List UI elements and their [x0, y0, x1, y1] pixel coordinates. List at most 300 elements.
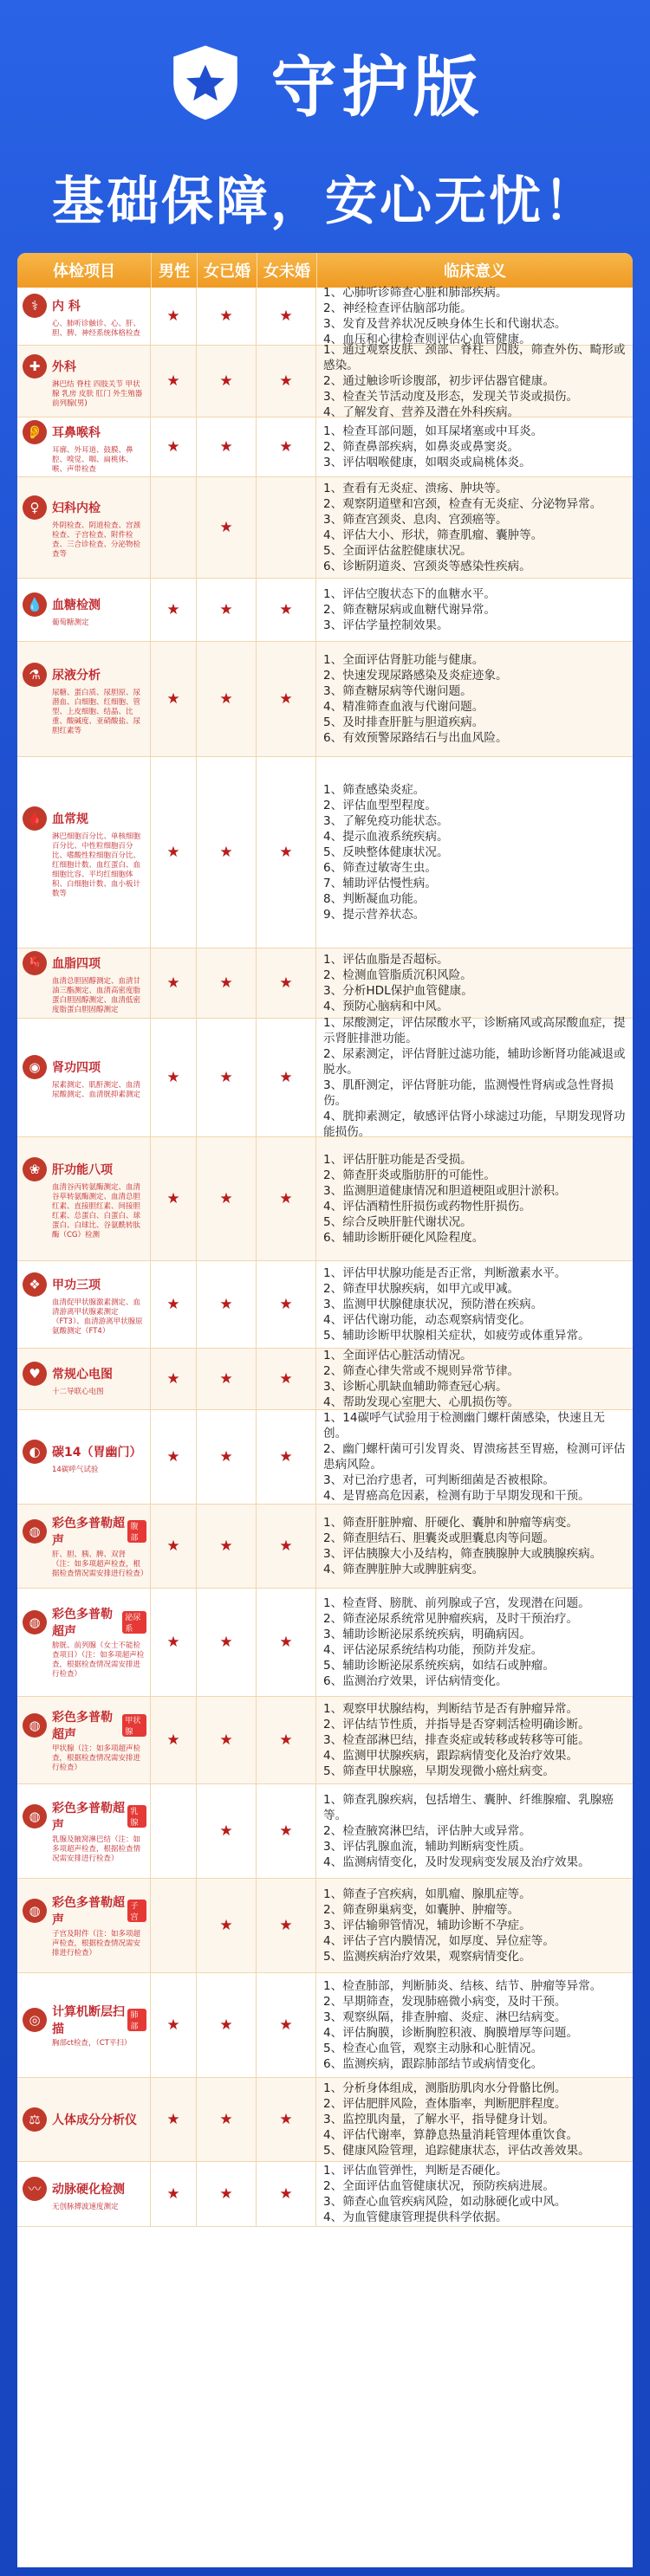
meaning-line: 1、14碳呼气试验用于检测幽门螺杆菌感染，快速且无创。	[323, 1411, 606, 1440]
meaning-line: 2、幽门螺杆菌可引发胃炎、胃溃疡甚至胃癌，检测可评估患病风险。	[323, 1442, 626, 1472]
ultrasound-uterus-icon: ◍	[23, 1899, 47, 1923]
item-name: 尿液分析	[52, 668, 101, 683]
married-female-cell	[197, 642, 257, 756]
item-name-line	[23, 1799, 146, 1834]
meaning-line: 3、评估乳腺血流，辅助判断病变性质。	[323, 1840, 531, 1854]
item-desc: 血清促甲状腺激素测定、血清游离甲状腺素测定（FT3）、血清游离甲状腺原氨酸测定（FT4）	[52, 1298, 143, 1336]
meaning-cell	[316, 1349, 633, 1409]
meaning-line: 3、监测甲状腺健康状况，预防潜在疾病。	[323, 1298, 543, 1311]
male-mark: ★	[166, 1190, 180, 1207]
meaning-line: 8、判断凝血功能。	[323, 892, 426, 906]
item-cell	[17, 1137, 151, 1260]
meaning-line: 2、筛查心律失常或不规则异常节律。	[323, 1364, 520, 1378]
meaning-cell	[316, 2162, 633, 2226]
married-female-cell	[197, 757, 257, 948]
meaning-line: 5、及时排查肝脏与胆道疾病。	[323, 715, 484, 729]
meaning-line: 4、胱抑素测定，敏感评估肾小球滤过功能，早期发现肾功能损伤。	[323, 1110, 626, 1139]
item-name-line	[23, 1362, 113, 1386]
male-mark: ★	[166, 601, 180, 618]
unmarried-female-mark: ★	[279, 1370, 293, 1388]
item-cell	[17, 579, 151, 641]
thyroid-icon: ❖	[23, 1272, 47, 1297]
meaning-line: 5、反映整体健康状况。	[323, 845, 449, 859]
item-name-line	[23, 2177, 125, 2201]
item-cell	[17, 1261, 151, 1348]
table-row	[17, 1349, 633, 1410]
item-name-line	[23, 420, 101, 444]
male-cell	[151, 477, 197, 578]
item-name-line	[23, 495, 101, 520]
blood-sugar-icon: 💧	[23, 592, 47, 617]
meaning-line: 1、检查肾、膀胱、前列腺或子宫，发现潜在问题。	[323, 1596, 590, 1610]
surgeon-icon: ✚	[23, 354, 47, 379]
unmarried-female-cell	[257, 477, 316, 578]
meaning-line: 4、评估代谢率，算静息热量消耗管理体重饮食。	[323, 2128, 579, 2142]
item-name-line	[23, 1605, 146, 1640]
meaning-line: 1、检查肺部，判断肺炎、结核、结节、肿瘤等异常。	[323, 1979, 602, 1993]
married-female-mark: ★	[219, 1296, 233, 1313]
meaning-line: 2、筛查泌尿系统常见肿瘤疾病，及时干预治疗。	[323, 1612, 579, 1626]
married-female-mark: ★	[219, 1190, 233, 1207]
meaning-line: 1、评估甲状腺功能是否正常，判断激素水平。	[323, 1266, 567, 1280]
unmarried-female-mark: ★	[279, 307, 293, 325]
urine-icon: ⚗	[23, 663, 47, 687]
ent-icon: 👂	[23, 420, 47, 444]
meaning-cell	[316, 1697, 633, 1783]
item-desc: 膀胱、前列腺（女士不能检查项目）（注：如多项超声检查，根据检查情况需安排进行检查）	[52, 1641, 145, 1679]
meaning-cell	[316, 1505, 633, 1588]
item-name: 彩色多普勒超声	[52, 1516, 125, 1548]
male-mark: ★	[166, 372, 180, 390]
shield-star-icon	[166, 42, 245, 122]
male-cell	[151, 1879, 197, 1972]
item-desc: 淋巴细胞百分比、单核细胞百分比、中性粒细胞百分比、嗜酸性粒细胞百分比、红细胞计数、血红蛋白、血细胞比容、平均红细胞体积、白细胞计数、血小板计数等	[52, 832, 141, 898]
table-row	[17, 417, 633, 477]
item-cell	[17, 477, 151, 578]
male-mark: ★	[166, 1370, 180, 1388]
item-desc: 尿糖、蛋白质、尿胆原、尿潜血、白细胞、红细胞、管型、上皮细胞、结晶、比重、酸碱度、亚硝酸盐、尿胆红素等	[52, 688, 141, 735]
col-item: 体检项目	[17, 253, 152, 288]
married-female-cell	[197, 1784, 257, 1878]
item-desc: 血清谷丙转氨酶测定、血清谷草转氨酶测定、血清总胆红素、直接胆红素、间接胆红素、总蛋白、白蛋白、球蛋白、白球比、谷氨酰转肽酶（CG）检测	[52, 1183, 141, 1239]
meaning-line: 2、快速发现尿路感染及炎症迹象。	[323, 669, 508, 683]
married-female-cell	[197, 1879, 257, 1972]
item-name: 妇科内检	[52, 502, 101, 515]
married-female-mark: ★	[219, 601, 233, 618]
male-cell	[151, 288, 197, 345]
item-cell	[17, 288, 151, 345]
liver-icon: ❀	[23, 1157, 47, 1181]
item-name: 肾功四项	[52, 1061, 101, 1075]
item-name: 常规心电图	[52, 1367, 113, 1382]
table-row	[17, 948, 633, 1019]
item-cell	[17, 642, 151, 756]
married-female-cell	[197, 579, 257, 641]
unmarried-female-cell	[257, 417, 316, 476]
meaning-line: 5、筛查甲状腺癌，早期发现微小癌灶病变。	[323, 1764, 555, 1778]
meaning-line: 4、是胃癌高危因素，检测有助于早期发现和干预。	[323, 1489, 590, 1503]
meaning-line: 1、全面评估心脏活动情况。	[323, 1349, 472, 1362]
meaning-line: 3、肌酐测定，评估肾脏功能，监测慢性肾病或急性肾损伤。	[323, 1078, 614, 1108]
meaning-line: 4、血压和心律检查则评估心血管健康。	[323, 333, 531, 346]
meaning-line: 7、辅助评估慢性病。	[323, 877, 437, 890]
meaning-line: 4、监测病情变化，及时发现病变发展及治疗效果。	[323, 1855, 590, 1869]
male-mark: ★	[166, 438, 180, 456]
item-tag: 泌尿系	[122, 1611, 146, 1634]
item-cell	[17, 1784, 151, 1878]
married-female-mark: ★	[219, 372, 233, 390]
item-tag: 乳腺	[127, 1805, 146, 1828]
unmarried-female-cell	[257, 642, 316, 756]
married-female-mark: ★	[219, 1634, 233, 1651]
item-name-line	[23, 663, 101, 687]
unmarried-female-mark: ★	[279, 438, 293, 456]
ultrasound-urinary-icon: ◍	[23, 1610, 47, 1634]
table-row	[17, 642, 633, 757]
meaning-line: 3、观察纵隔，排查肿瘤、炎症、淋巴结病变。	[323, 2010, 567, 2024]
meaning-line: 4、监测甲状腺疾病，跟踪病情变化及治疗效果。	[323, 1749, 579, 1763]
item-name-line	[23, 592, 101, 617]
table-row	[17, 1784, 633, 1879]
meaning-line: 1、筛查肝脏肿瘤、肝硬化、囊肿和肿瘤等病变。	[323, 1516, 579, 1530]
unmarried-female-cell	[257, 2162, 316, 2226]
unmarried-female-cell	[257, 1349, 316, 1409]
unmarried-female-cell	[257, 1697, 316, 1783]
item-desc: 无创脉搏波速度测定	[52, 2202, 119, 2211]
meaning-line: 2、尿素测定，评估肾脏过滤功能，辅助诊断肾功能减退或脱水。	[323, 1047, 626, 1077]
meaning-line: 1、评估血脂是否超标。	[323, 953, 449, 967]
male-mark: ★	[166, 844, 180, 861]
header	[0, 0, 650, 251]
item-name: 血糖检测	[52, 598, 101, 612]
married-female-mark: ★	[219, 844, 233, 861]
item-tag: 子宫	[127, 1900, 146, 1922]
meaning-line: 1、评估空腹状态下的血糖水平。	[323, 587, 496, 601]
item-cell	[17, 2162, 151, 2226]
meaning-line: 1、分析身体组成，测脂肪肌肉水分骨骼比例。	[323, 2081, 567, 2095]
meaning-line: 1、观察甲状腺结构，判断结节是否有肿瘤异常。	[323, 1702, 579, 1716]
item-name-line	[23, 806, 88, 831]
married-female-cell	[197, 1019, 257, 1136]
item-name: 碳14（胃幽门）	[52, 1445, 142, 1460]
item-name-line	[23, 1272, 101, 1297]
meaning-line: 3、对已治疗患者，可判断细菌是否被根除。	[323, 1473, 555, 1487]
meaning-line: 3、发育及营养状况反映身体生长和代谢状态。	[323, 317, 567, 331]
item-name-line	[23, 951, 101, 975]
meaning-cell	[316, 1410, 633, 1504]
item-name: 动脉硬化检测	[52, 2182, 125, 2197]
meaning-line: 3、监测胆道健康情况和胆道梗阻或胆汁淤积。	[323, 1184, 567, 1198]
meaning-line: 3、评估咽喉健康，如咽炎或扁桃体炎。	[323, 456, 531, 469]
married-female-cell	[197, 1261, 257, 1348]
male-cell	[151, 1973, 197, 2077]
meaning-line: 4、筛查脾脏肿大或脾脏病变。	[323, 1563, 484, 1576]
unmarried-female-cell	[257, 1879, 316, 1972]
table-row	[17, 2162, 633, 2227]
unmarried-female-cell	[257, 1137, 316, 1260]
meaning-cell	[316, 1261, 633, 1348]
meaning-line: 6、监测治疗效果，评估病情变化。	[323, 1674, 508, 1688]
meaning-line: 4、精准筛查血液与代谢问题。	[323, 700, 484, 714]
item-name: 彩色多普勒超声	[52, 1895, 125, 1927]
blood-icon: 🩸	[23, 806, 47, 831]
item-desc: 14碳呼气试验	[52, 1465, 99, 1474]
unmarried-female-cell	[257, 757, 316, 948]
married-female-cell	[197, 1589, 257, 1696]
item-name-line	[23, 2003, 146, 2037]
meaning-line: 3、分析HDL保护血管健康。	[323, 984, 473, 998]
meaning-line: 3、检查关节活动度及形态，发现关节炎或损伤。	[323, 390, 579, 404]
item-name-line	[23, 2107, 137, 2132]
ecg-icon: ♥	[23, 1362, 47, 1386]
table-row	[17, 579, 633, 642]
meaning-line: 4、评估代谢功能，动态观察病情变化。	[323, 1313, 531, 1327]
male-mark: ★	[166, 1731, 180, 1749]
male-mark: ★	[166, 2185, 180, 2203]
meaning-line: 5、监测疾病治疗效果，观察病情变化。	[323, 1950, 531, 1964]
married-female-cell	[197, 1349, 257, 1409]
col-male: 男性	[152, 253, 198, 288]
unmarried-female-mark: ★	[279, 1822, 293, 1840]
male-cell	[151, 346, 197, 417]
unmarried-female-cell	[257, 288, 316, 345]
item-desc: 血清总胆固醇测定、血清甘油三酯测定、血清高密度脂蛋白胆固醇测定、血清低密度脂蛋白胆固醇测定	[52, 977, 141, 1014]
item-desc: 甲状腺（注：如多项超声检查，根据检查情况需安排进行检查）	[52, 1744, 141, 1772]
meaning-line: 2、筛查鼻部疾病，如鼻炎或鼻窦炎。	[323, 440, 520, 454]
meaning-line: 3、筛查宫颈炎、息肉、宫颈癌等。	[323, 513, 508, 527]
item-tag: 甲状腺	[122, 1714, 146, 1737]
meaning-line: 2、观察阴道壁和宫颈，检查有无炎症、分泌物异常。	[323, 497, 602, 511]
unmarried-female-mark: ★	[279, 1296, 293, 1313]
male-mark: ★	[166, 1448, 180, 1466]
male-cell	[151, 642, 197, 756]
married-female-cell	[197, 948, 257, 1018]
table-row	[17, 1137, 633, 1261]
table-row	[17, 2078, 633, 2162]
unmarried-female-cell	[257, 1410, 316, 1504]
unmarried-female-mark: ★	[279, 2111, 293, 2128]
ct-icon: ◎	[23, 2008, 47, 2032]
meaning-cell	[316, 1879, 633, 1972]
item-desc: 淋巴结 脊柱 四肢关节 甲状腺 乳房 皮肤 肛门 外生殖器 前列腺(男)	[52, 379, 143, 408]
item-cell	[17, 1410, 151, 1504]
meaning-line: 3、筛查心血管疾病风险，如动脉硬化或中风。	[323, 2195, 567, 2209]
item-name: 彩色多普勒超声	[52, 1801, 125, 1833]
married-female-mark: ★	[219, 2111, 233, 2128]
item-desc: 葡萄糖测定	[52, 618, 89, 627]
male-cell	[151, 1410, 197, 1504]
male-cell	[151, 1261, 197, 1348]
meaning-line: 1、查看有无炎症、溃疡、肿块等。	[323, 482, 508, 495]
married-female-cell	[197, 1505, 257, 1588]
unmarried-female-mark: ★	[279, 372, 293, 390]
unmarried-female-cell	[257, 346, 316, 417]
married-female-cell	[197, 477, 257, 578]
item-cell	[17, 948, 151, 1018]
meaning-line: 5、综合反映肝脏代谢状况。	[323, 1215, 472, 1229]
item-name-line	[23, 354, 76, 379]
table-header	[17, 253, 633, 288]
meaning-line: 4、评估大小、形状，筛查肌瘤、囊肿等。	[323, 528, 543, 542]
meaning-line: 2、早期筛查，发现肺癌微小病变，及时干预。	[323, 1995, 567, 2009]
male-mark: ★	[166, 1296, 180, 1313]
male-cell	[151, 579, 197, 641]
item-name: 血脂四项	[52, 957, 101, 971]
meaning-line: 5、辅助诊断泌尿系统疾病，如结石或肿瘤。	[323, 1659, 555, 1673]
married-female-mark: ★	[219, 1822, 233, 1840]
male-mark: ★	[166, 974, 180, 992]
meaning-line: 1、通过观察皮肤、颈部、脊柱、四肢，筛查外伤、畸形或感染。	[323, 343, 626, 372]
table-row	[17, 288, 633, 346]
male-cell	[151, 1697, 197, 1783]
ultrasound-breast-icon: ◍	[23, 1804, 47, 1828]
married-female-cell	[197, 1973, 257, 2077]
male-cell	[151, 1349, 197, 1409]
meaning-line: 2、神经检查评估脑部功能。	[323, 301, 472, 315]
male-mark: ★	[166, 1537, 180, 1555]
meaning-line: 5、辅助诊断甲状腺相关症状，如疲劳或体重异常。	[323, 1329, 590, 1343]
male-cell	[151, 1505, 197, 1588]
page-title: 守护版	[270, 49, 484, 126]
item-cell	[17, 1589, 151, 1696]
item-cell	[17, 1505, 151, 1588]
item-name-line	[23, 1893, 146, 1928]
married-female-cell	[197, 1410, 257, 1504]
meaning-line: 4、评估胸膜，诊断胸腔积液、胸膜增厚等问题。	[323, 2026, 579, 2040]
item-name-line	[23, 1440, 141, 1464]
meaning-cell	[316, 1137, 633, 1260]
meaning-line: 3、评估学量控制效果。	[323, 618, 449, 632]
meaning-cell	[316, 757, 633, 948]
item-name: 彩色多普勒超声	[52, 1608, 113, 1639]
item-name-line	[23, 1157, 113, 1181]
meaning-line: 3、了解免疫功能状态。	[323, 814, 449, 828]
meaning-line: 4、预防心脑病和中风。	[323, 1000, 449, 1013]
meaning-line: 5、全面评估盆腔健康状况。	[323, 544, 472, 558]
meaning-cell	[316, 2078, 633, 2161]
body-composition-icon: ⚖	[23, 2107, 47, 2132]
item-desc: 乳腺及腋窝淋巴结（注：如多项超声检查，根据检查情况需安排进行检查）	[52, 1835, 141, 1863]
item-cell	[17, 1973, 151, 2077]
item-desc: 尿素测定、肌酐测定、血清尿酸测定、血清胱抑素测定	[52, 1081, 141, 1099]
unmarried-female-mark: ★	[279, 1190, 293, 1207]
unmarried-female-mark: ★	[279, 1634, 293, 1651]
unmarried-female-cell	[257, 2078, 316, 2161]
meaning-line: 3、诊断心肌缺血辅助筛查冠心病。	[323, 1380, 508, 1394]
meaning-line: 4、为血管健康管理提供科学依据。	[323, 2210, 508, 2224]
male-cell	[151, 417, 197, 476]
meaning-line: 3、评估输卵管情况，辅助诊断不孕症。	[323, 1919, 531, 1932]
unmarried-female-mark: ★	[279, 844, 293, 861]
unmarried-female-mark: ★	[279, 1917, 293, 1934]
item-name: 耳鼻喉科	[52, 425, 101, 440]
meaning-line: 4、帮助发现心室肥大、心肌损伤等。	[323, 1395, 520, 1409]
table-row	[17, 1016, 633, 1139]
married-female-mark: ★	[219, 1537, 233, 1555]
married-female-mark: ★	[219, 519, 233, 536]
table-row	[17, 343, 633, 419]
meaning-line: 1、筛查子宫疾病，如肌瘤、腺肌症等。	[323, 1887, 531, 1901]
item-name-line	[23, 1514, 146, 1549]
married-female-mark: ★	[219, 1731, 233, 1749]
male-mark: ★	[166, 690, 180, 708]
meaning-cell	[316, 288, 633, 345]
meaning-line: 4、评估子宫内膜情况，如厚度、异位症等。	[323, 1934, 555, 1948]
table-row	[17, 1505, 633, 1589]
meaning-line: 4、评估泌尿系统结构功能，预防并发症。	[323, 1643, 543, 1657]
unmarried-female-mark: ★	[279, 1537, 293, 1555]
male-mark: ★	[166, 1634, 180, 1651]
meaning-cell	[316, 1784, 633, 1878]
item-name: 肝功能八项	[52, 1163, 113, 1177]
married-female-mark: ★	[219, 2185, 233, 2203]
meaning-line: 9、提示营养状态。	[323, 908, 426, 922]
item-cell	[17, 346, 151, 417]
item-cell	[17, 1697, 151, 1783]
meaning-line: 2、筛查卵巢病变，如囊肿、肿瘤等。	[323, 1903, 520, 1917]
unmarried-female-cell	[257, 1505, 316, 1588]
item-name-line	[23, 1708, 146, 1743]
meaning-line: 1、评估肝脏功能是否受损。	[323, 1153, 472, 1167]
meaning-cell	[316, 642, 633, 756]
meaning-cell	[316, 948, 633, 1018]
table-row	[17, 1261, 633, 1349]
gynecology-icon: ♀	[23, 495, 47, 520]
married-female-cell	[197, 288, 257, 345]
item-name: 血常规	[52, 812, 88, 826]
married-female-cell	[197, 2078, 257, 2161]
meaning-line: 3、辅助诊断泌尿系统疾病，明确病因。	[323, 1628, 531, 1641]
meaning-line: 1、筛查感染炎症。	[323, 783, 426, 797]
item-name: 甲功三项	[52, 1278, 101, 1292]
meaning-cell	[316, 1016, 633, 1139]
unmarried-female-mark: ★	[279, 1448, 293, 1466]
male-cell	[151, 1589, 197, 1696]
table-row	[17, 1697, 633, 1784]
col-meaning: 临床意义	[444, 262, 506, 281]
male-cell	[151, 948, 197, 1018]
meaning-line: 6、监测疾病，跟踪肺部结节或病情变化。	[323, 2057, 543, 2071]
table-row	[17, 477, 633, 579]
kidney-icon: ◉	[23, 1055, 47, 1079]
male-mark: ★	[166, 2111, 180, 2128]
meaning-line: 1、尿酸测定，评估尿酸水平，诊断痛风或高尿酸血症，提示肾脏排泄功能。	[323, 1016, 626, 1045]
male-mark: ★	[166, 1069, 180, 1086]
item-desc: 十二导联心电图	[52, 1387, 104, 1396]
item-desc: 胸部ct检查，（CT平扫）	[52, 2038, 132, 2048]
unmarried-female-mark: ★	[279, 690, 293, 708]
meaning-line: 1、全面评估肾脏功能与健康。	[323, 653, 484, 667]
male-cell	[151, 1784, 197, 1878]
item-cell	[17, 1349, 151, 1409]
table-row	[17, 1879, 633, 1973]
item-name: 彩色多普勒超声	[52, 1710, 113, 1742]
ultrasound-abdomen-icon: ◍	[23, 1519, 47, 1544]
table-row	[17, 1589, 633, 1697]
meaning-line: 3、筛查糖尿病等代谢问题。	[323, 684, 472, 698]
meaning-line: 4、了解发育、营养及潜在外科疾病。	[323, 405, 520, 419]
unmarried-female-cell	[257, 579, 316, 641]
meaning-line: 3、评估胰腺大小及结构，筛查胰腺肿大或胰腺疾病。	[323, 1547, 602, 1561]
table-row	[17, 757, 633, 948]
item-desc: 外阴检查、阴道检查、宫颈检查、子宫检查、附件检查、三合诊检查、分泌物检查等	[52, 521, 141, 559]
male-cell	[151, 1019, 197, 1136]
unmarried-female-cell	[257, 1973, 316, 2077]
item-name-line	[23, 294, 81, 318]
unmarried-female-mark: ★	[279, 2185, 293, 2203]
item-cell	[17, 1879, 151, 1972]
meaning-cell	[316, 417, 633, 476]
